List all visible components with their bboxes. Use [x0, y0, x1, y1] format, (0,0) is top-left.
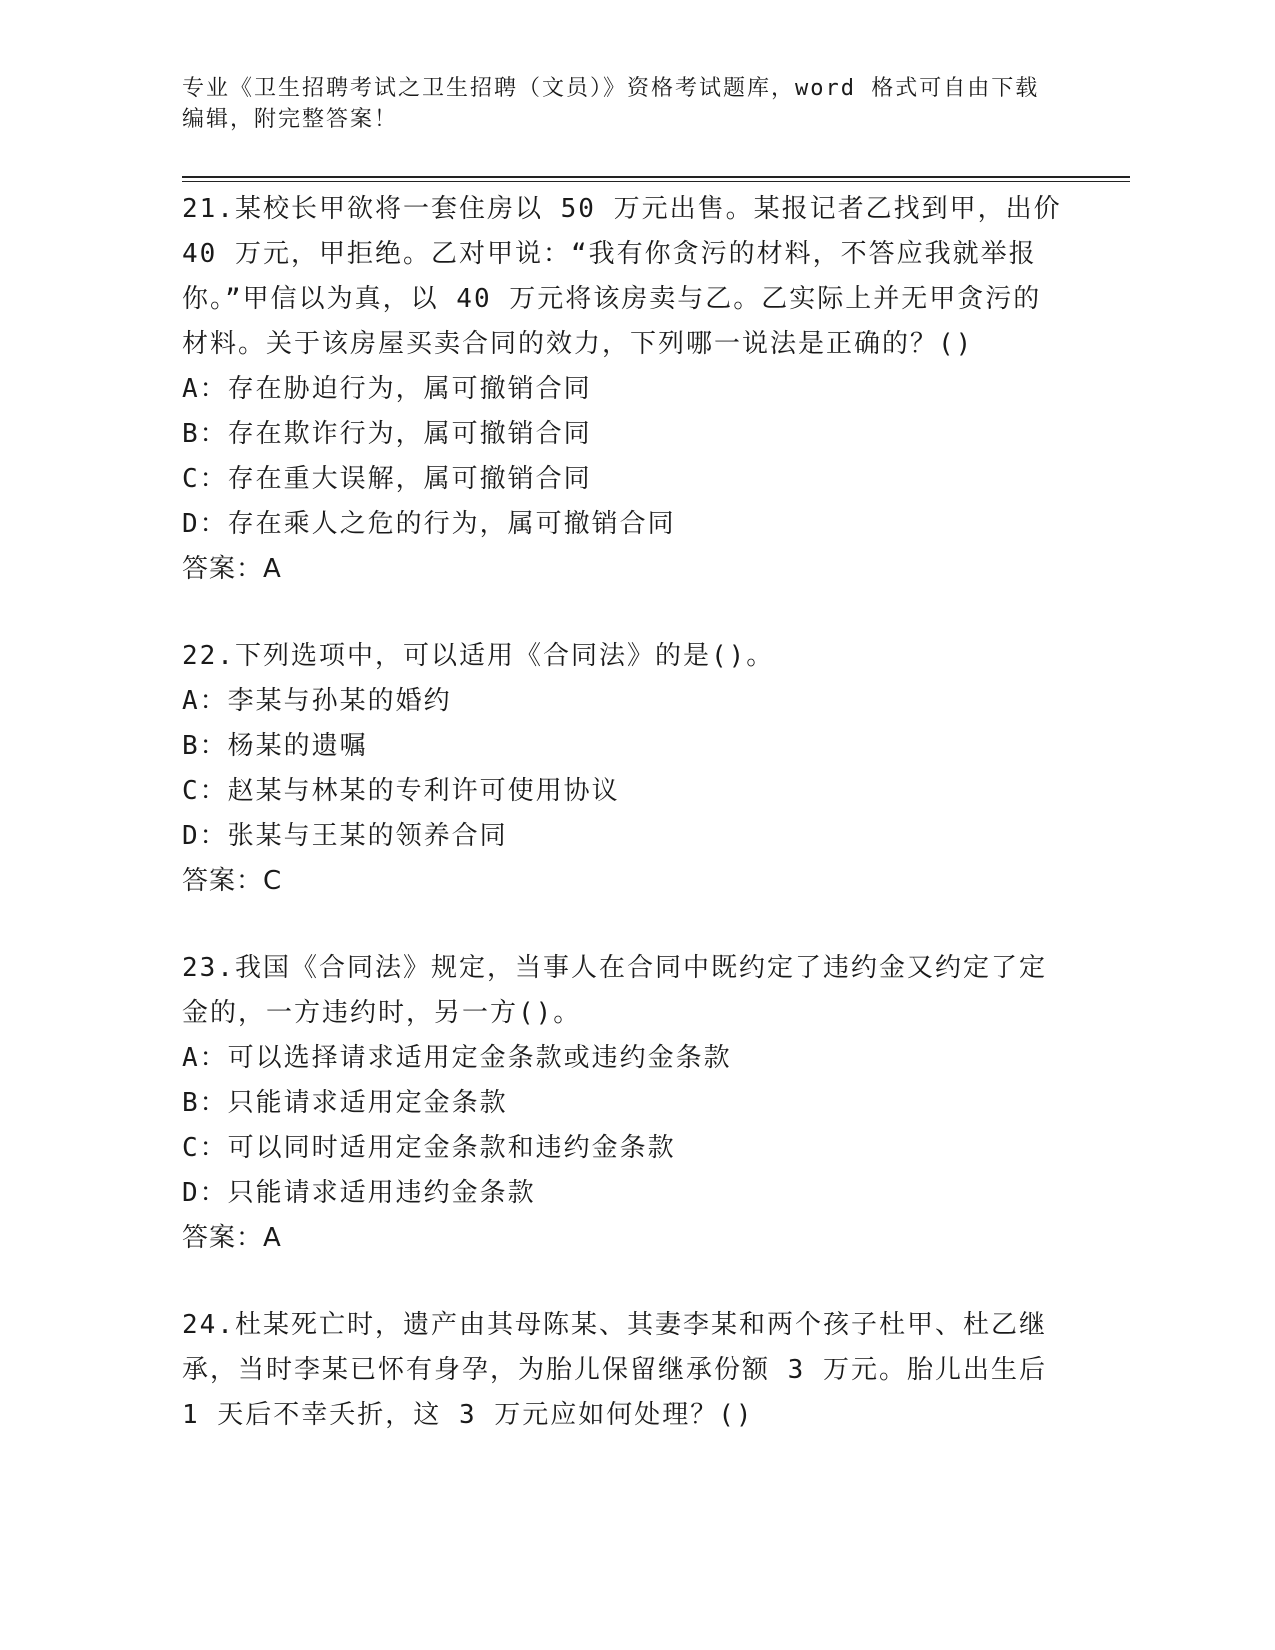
- question-stem-line: 22.下列选项中，可以适用《合同法》的是()。: [182, 641, 775, 671]
- question-stem-line: 24.杜某死亡时，遗产由其母陈某、其妻李某和两个孩子杜甲、杜乙继: [182, 1310, 1047, 1340]
- question-23: [182, 946, 1082, 1261]
- option-d: D：存在乘人之危的行为，属可撤销合同: [182, 509, 676, 539]
- answer-label: 答案：A: [182, 1223, 282, 1253]
- option-d: D：只能请求适用违约金条款: [182, 1178, 536, 1208]
- answer-label: 答案：A: [182, 554, 282, 584]
- question-stem-line: 21.某校长甲欲将一套住房以 50 万元出售。某报记者乙找到甲，出价: [182, 194, 1062, 224]
- option-c: C：可以同时适用定金条款和违约金条款: [182, 1133, 676, 1163]
- option-a: A：存在胁迫行为，属可撤销合同: [182, 374, 592, 404]
- header-divider-thick: [182, 176, 1130, 178]
- question-stem-line: 材料。关于该房屋买卖合同的效力，下列哪一说法是正确的？(): [182, 329, 974, 359]
- question-22: [182, 634, 1082, 904]
- option-b: B：只能请求适用定金条款: [182, 1088, 508, 1118]
- question-21: [182, 187, 1082, 592]
- question-24: [182, 1303, 1082, 1438]
- question-spacer: [182, 904, 1082, 946]
- question-stem-line: 金的，一方违约时，另一方()。: [182, 998, 582, 1028]
- option-c: C：赵某与林某的专利许可使用协议: [182, 776, 620, 806]
- question-spacer: [182, 1261, 1082, 1303]
- question-list: [182, 187, 1082, 1438]
- document-header: [182, 73, 1082, 135]
- answer-label: 答案：C: [182, 866, 283, 896]
- header-line-1: 专业《卫生招聘考试之卫生招聘（文员）》资格考试题库，word 格式可自由下载: [182, 76, 1040, 101]
- header-line-2: 编辑，附完整答案！: [182, 107, 399, 132]
- option-c: C：存在重大误解，属可撤销合同: [182, 464, 592, 494]
- option-d: D：张某与王某的领养合同: [182, 821, 508, 851]
- question-stem-line: 23.我国《合同法》规定，当事人在合同中既约定了违约金又约定了定: [182, 953, 1047, 983]
- question-stem-line: 1 天后不幸夭折，这 3 万元应如何处理？(): [182, 1400, 754, 1430]
- question-spacer: [182, 592, 1082, 634]
- option-a: A：李某与孙某的婚约: [182, 686, 452, 716]
- question-stem-line: 40 万元，甲拒绝。乙对甲说：“我有你贪污的材料，不答应我就举报: [182, 239, 1037, 269]
- header-divider-thin: [182, 181, 1130, 182]
- question-stem-line: 你。”甲信以为真，以 40 万元将该房卖与乙。乙实际上并无甲贪污的: [182, 284, 1042, 314]
- option-b: B：存在欺诈行为，属可撤销合同: [182, 419, 592, 449]
- question-stem-line: 承，当时李某已怀有身孕，为胎儿保留继承份额 3 万元。胎儿出生后: [182, 1355, 1047, 1385]
- option-b: B：杨某的遗嘱: [182, 731, 368, 761]
- option-a: A：可以选择请求适用定金条款或违约金条款: [182, 1043, 732, 1073]
